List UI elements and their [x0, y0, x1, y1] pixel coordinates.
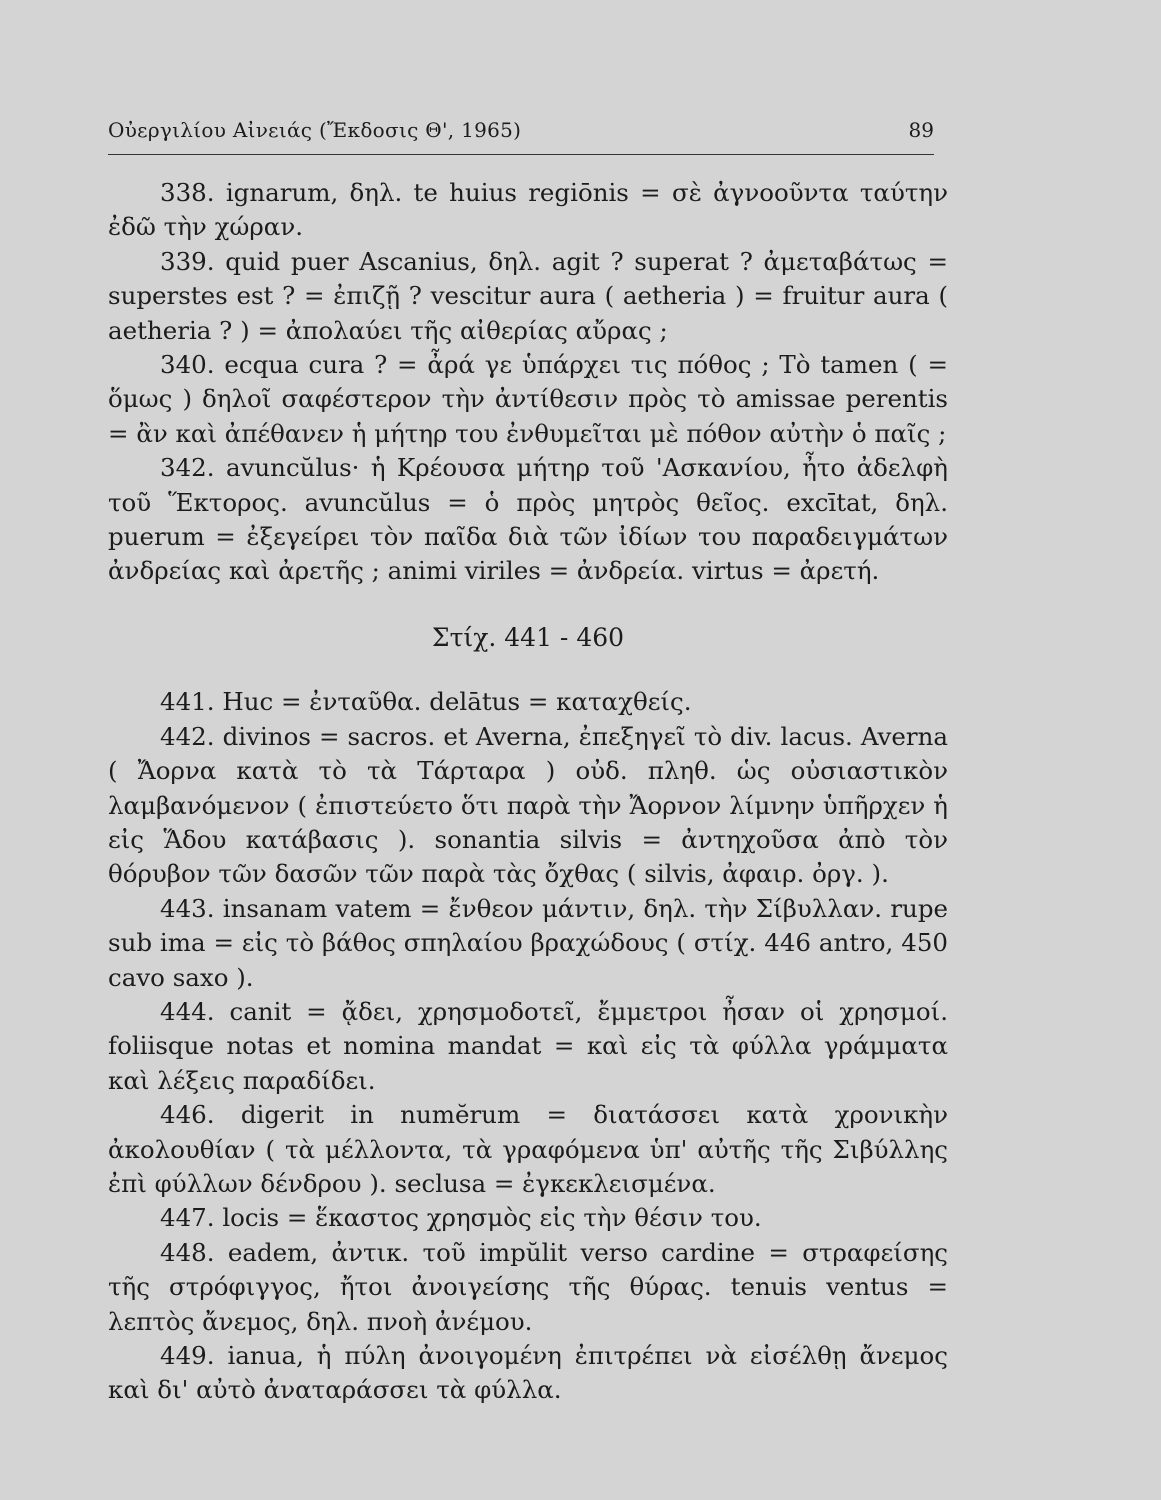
- section-heading: Στίχ. 441 - 460: [431, 622, 625, 652]
- entry-338: 338. ignarum, δηλ. te huius regiōnis = σὲ ἀγνοοῦντα ταύτην ἐδῶ τὴν χώραν.: [108, 178, 948, 242]
- commentary-body: [108, 176, 948, 1408]
- entry-449: 449. ianua, ἡ πύλη ἀνοιγομένη ἐπιτρέπει νὰ εἰσέλθῃ ἄνεμος καὶ δι' αὐτὸ ἀναταράσσει τὰ φύλλα.: [108, 1341, 948, 1405]
- entry-443: 443. insanam vatem = ἔνθεον μάντιν, δηλ. τὴν Σίβυλλαν. rupe sub ima = εἰς τὸ βάθος σπηλαίου βραχώδους ( στίχ. 446 antro, 450 cavo saxo ).: [108, 893, 948, 992]
- entry-447: 447. locis = ἕκαστος χρησμὸς εἰς τὴν θέσιν του.: [160, 1203, 762, 1233]
- entry-446: 446. digerit in numĕrum = διατάσσει κατὰ χρονικὴν ἀκολουθίαν ( τὰ μέλλοντα, τὰ γραφόμενα ὑπ' αὐτῆς τῆς Σιβύλλης ἐπὶ φύλλων δένδρου ). seclusa = ἐγκεκλεισμένα.: [108, 1100, 948, 1198]
- entry-448: 448. eadem, ἀντικ. τοῦ impŭlit verso cardine = στραφείσης τῆς στρόφιγγος, ἤτοι ἀνοιγείσης τῆς θύρας. tenuis ventus = λεπτὸς ἄνεμος, δηλ. πνοὴ ἀνέμου.: [108, 1237, 948, 1336]
- entry-340: 340. ecqua cura ? = ἆρά γε ὑπάρχει τις πόθος ; Τὸ tamen ( = ὅμως ) δηλοῖ σαφέστερον τὴν ἀντίθεσιν πρὸς τὸ amissae perentis = ἂν καὶ ἀπέθανεν ἡ μήτηρ του ἐνθυμεῖται μὲ πόθον αὐτὴν ὁ παῖς ;: [108, 350, 948, 448]
- entry-441: 441. Huc = ἐνταῦθα. delātus = καταχθείς.: [160, 687, 692, 717]
- page-number: 89: [908, 118, 934, 142]
- running-header: [108, 116, 934, 155]
- entry-444: 444. canit = ᾄδει, χρησμοδοτεῖ, ἔμμετροι ἦσαν οἱ χρησμοί. foliisque notas et nomina mandat = καὶ εἰς τὰ φύλλα γράμματα καὶ λέξεις παραδίδει.: [108, 996, 948, 1095]
- header-title: Οὐεργιλίου Αἰνειάς (Ἔκδοσις Θ', 1965): [108, 118, 522, 142]
- entry-339: 339. quid puer Ascanius, δηλ. agit ? superat ? ἀμεταβάτως = superstes est ? = ἐπιζῇ ? vescitur aura ( aetheria ) = fruitur aura ( aetheria ? ) = ἀπολαύει τῆς αἰθερίας αὔρας ;: [108, 246, 948, 345]
- entry-342: 342. avuncŭlus· ἡ Κρέουσα μήτηρ τοῦ 'Ασκανίου, ἦτο ἀδελφὴ τοῦ Ἕκτορος. avuncŭlus = ὁ πρὸς μητρὸς θεῖος. excītat, δηλ. puerum = ἐξεγείρει τὸν παῖδα διὰ τῶν ἰδίων του παραδειγμάτων ἀνδρείας καὶ ἀρετῆς ; animi viriles = ἀνδρεία. virtus = ἀρετή.: [108, 453, 948, 586]
- entry-442: 442. divinos = sacros. et Averna, ἐπεξηγεῖ τὸ div. lacus. Averna ( Ἄορνα κατὰ τὸ τὰ Τάρταρα ) οὐδ. πληθ. ὡς οὐσιαστικὸν λαμβανόμενον ( ἐπιστεύετο ὅτι παρὰ τὴν Ἄορνον λίμνην ὑπῆρχεν ἡ εἰς Ἅδου κατάβασις ). sonantia silvis = ἀντηχοῦσα ἀπὸ τὸν θόρυβον τῶν δασῶν τῶν παρὰ τὰς ὄχθας ( silvis, ἀφαιρ. ὀργ. ).: [108, 721, 948, 889]
